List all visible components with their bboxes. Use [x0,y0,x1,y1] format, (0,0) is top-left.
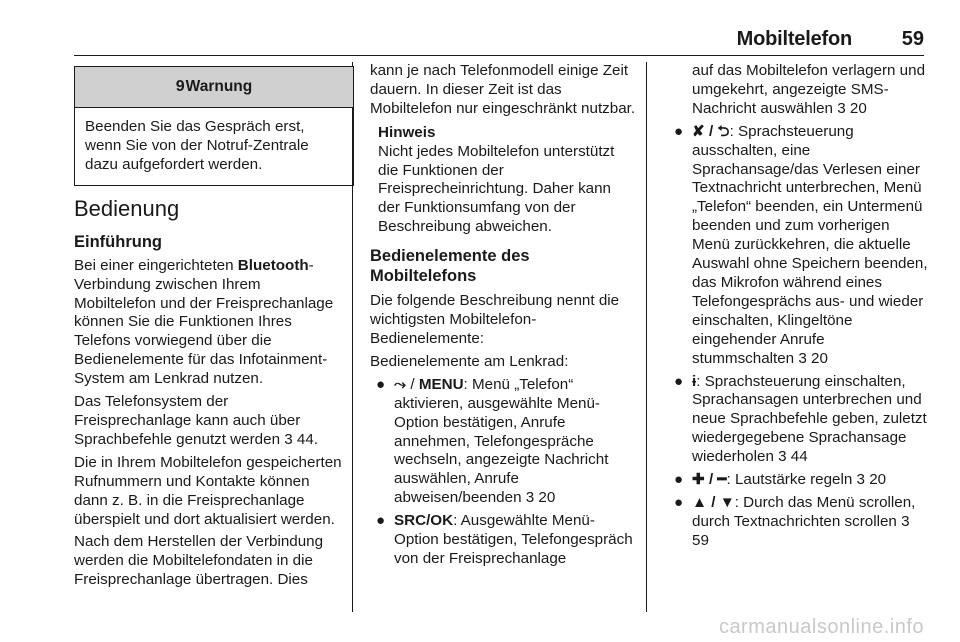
bullet: ● [674,493,684,511]
list-item-text: : Sprachsteuerung einschalten, Sprachansagen unterbrechen und neue Sprachbefehle geben, zuletzt wiedergegebene Sprachansage wiederholen 3 44 [692,372,927,466]
warning-text: Beenden Sie das Gespräch erst, wenn Sie von der Notruf-Zentrale dazu aufgefordert werden. [85,118,309,173]
page-number: 59 [901,28,924,50]
phone-icon: ⤳ [394,375,407,393]
paragraph-lenkrad: Bedienelemente am Lenkrad: [370,352,569,370]
page-header [74,26,924,56]
list-item [370,376,636,508]
voice-icon: ɨ [692,372,697,390]
warning-icon: 9 [175,78,185,95]
paragraph-verbindung: Nach dem Herstellen der Verbindung werden die Mobiltelefondaten in die Freisprechanlage übertragen. Dies [74,533,324,589]
separator: / [406,375,419,393]
heading-bedienung: Bedienung [74,195,180,221]
arrow-up-down-icon: ▲ / ▼ [692,493,735,511]
bullet: ● [674,122,684,140]
list-item-text: : Durch das Menü scrollen, durch Textnachrichten scrollen 3 59 [692,493,916,549]
header-rule [74,55,924,56]
bluetooth-term: Bluetooth [237,256,309,274]
control-list [668,123,928,551]
src-ok-term: SRC/OK [394,512,454,530]
column-2 [370,62,636,569]
menu-term: MENU [418,375,464,393]
list-item [668,373,928,468]
paragraph-continued: auf das Mobiltelefon verlagern und umgekehrt, angezeigte SMS-Nachricht auswählen 3 20 [692,62,926,117]
paragraph-description: Die folgende Beschreibung nennt die wichtigsten Mobiltelefon-Bedienelemente: [370,292,620,347]
heading-bedienelemente: Bedienelemente des Mobiltelefons [370,247,530,286]
paragraph-intro [74,257,346,389]
watermark: carmanualsonline.info [718,616,924,638]
list-item [668,471,928,490]
text: -Verbindung zwischen Ihrem Mobiltelefon und der Freisprechanlage können Sie die Funktionen Ihres Telefons vorwiegend über die Bedienelemente für das Infotainment-System am Lenkrad nutzen. [74,256,334,388]
list-item-text: : Sprachsteuerung ausschalten, eine Sprachansage/das Verlesen einer Textnachricht unterbrechen, Menü „Telefon“ beenden, ein Untermenü beenden und zum vorherigen Menü zurückkehren, die aktuelle Auswahl ohne Speichern beenden, das Mikrofon während eines Telefongesprächs aus- und wieder einschalten, Klingeltöne eingehender Anrufe stummschalten 3 20 [692,122,928,367]
note-box [370,124,636,237]
control-list [370,376,636,569]
bullet: ● [674,471,684,489]
warning-header [75,67,353,108]
column-divider-2 [646,62,647,612]
bullet: ● [376,512,386,530]
list-item-text: : Menü „Telefon“ aktivieren, ausgewählte Menü-Option bestätigen, Anrufe annehmen, Telefongespräche wechseln, angezeigte Nachricht auswählen, Anrufe abweisen/beenden 3 20 [394,375,609,507]
page-title: Mobiltelefon [736,28,852,50]
list-item [370,512,636,569]
list-item [668,494,928,551]
note-label: Hinweis [378,123,436,141]
bullet: ● [674,372,684,390]
paragraph-rufnummern: Die in Ihrem Mobiltelefon gespeicherten Rufnummern und Kontakte können dann z. B. in die Freisprechanlage überspielt und dort aktualisiert werden. [74,453,342,528]
column-1 [74,62,346,590]
note-text: Nicht jedes Mobiltelefon unterstützt die Funktionen der Freisprecheinrichtung. Daher kann der Funktionsumfang von der Beschreibung abweichen. [378,142,615,236]
list-item-text: : Ausgewählte Menü-Option bestätigen, Telefongespräch von der Freisprechanlage [394,512,633,567]
list-item [668,123,928,369]
mute-back-icon: ✘ / ⮌ [692,122,730,140]
text: Bei einer eingerichteten [74,256,238,274]
paragraph-sprachbefehle: Das Telefonsystem der Freisprechanlage kann auch über Sprachbefehle genutzt werden 3 44. [74,393,319,448]
warning-title: Warnung [185,78,253,95]
column-3 [668,62,928,551]
volume-plus-minus-icon: ✚ / ━ [692,471,727,489]
warning-box [74,66,354,186]
paragraph-continued: kann je nach Telefonmodell einige Zeit dauern. In dieser Zeit ist das Mobiltelefon nur eingeschränkt nutzbar. [370,62,636,117]
heading-einfuehrung: Einführung [74,232,162,251]
bullet: ● [376,375,386,393]
list-item-text: : Lautstärke regeln 3 20 [726,471,887,489]
